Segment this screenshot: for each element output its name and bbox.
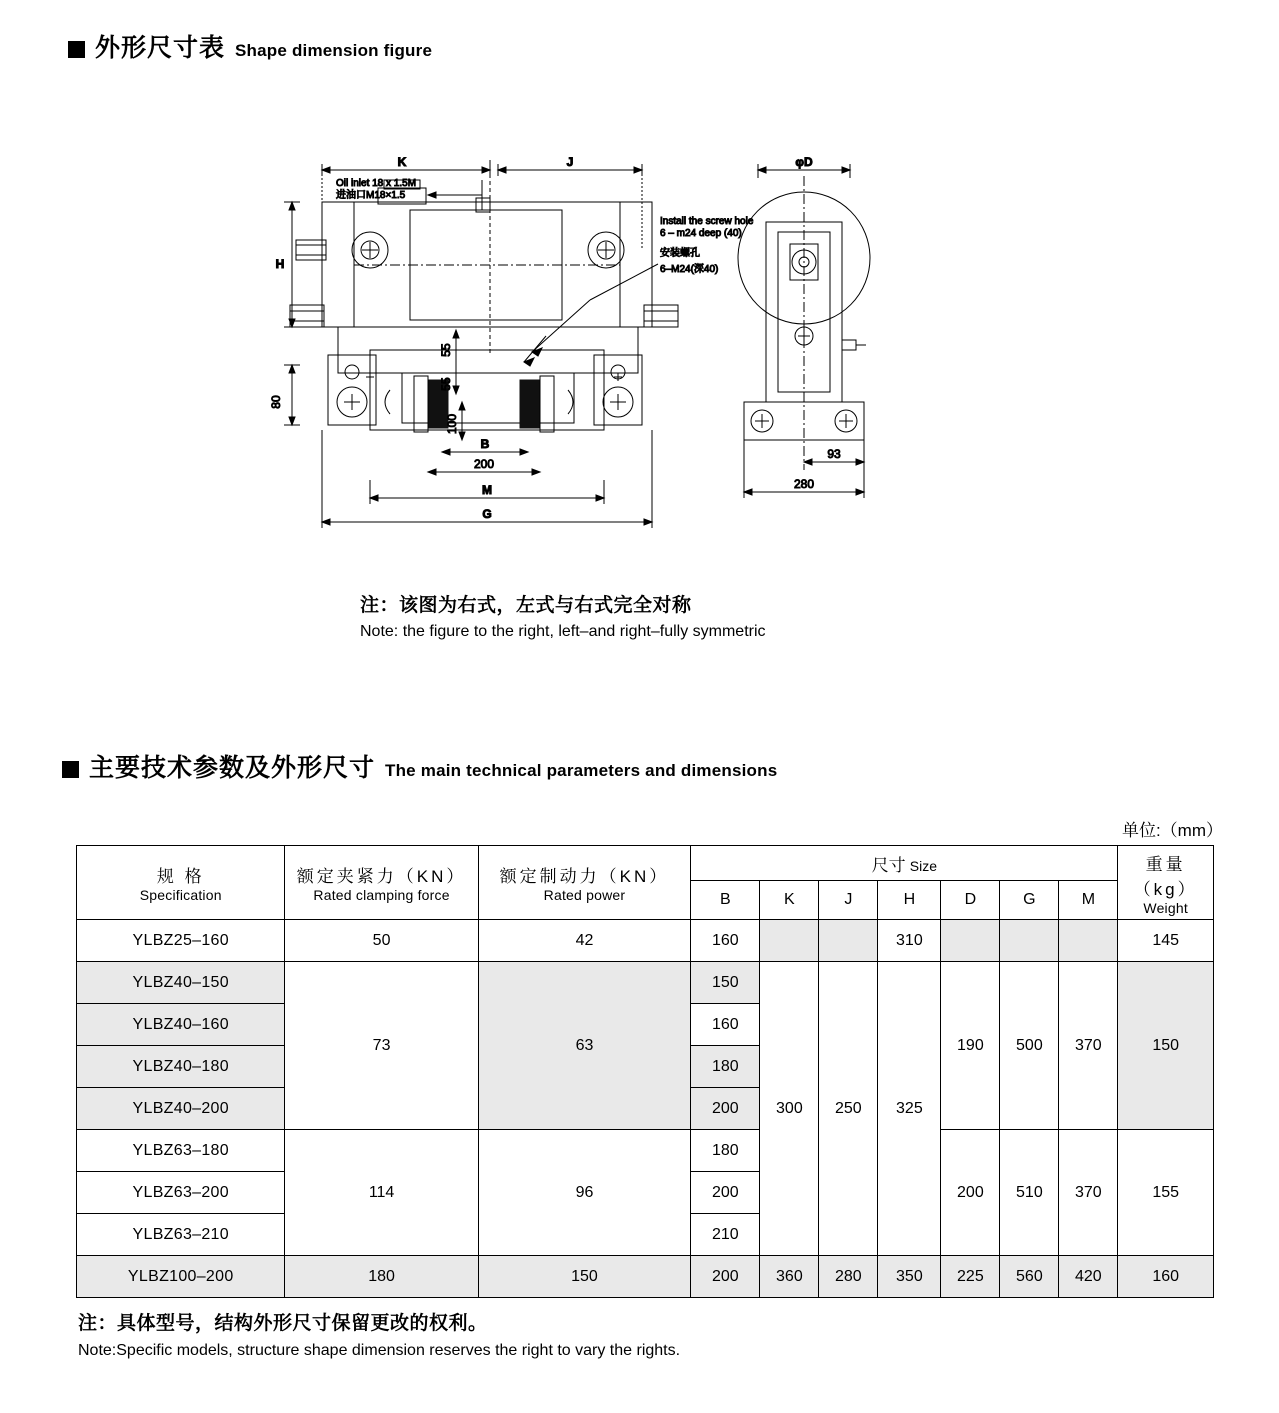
cell-model: YLBZ100–200 bbox=[77, 1256, 285, 1298]
cell-clamping-force: 114 bbox=[285, 1130, 478, 1256]
header-size-j: J bbox=[819, 881, 878, 920]
bullet-square-icon bbox=[62, 761, 79, 778]
table-row bbox=[77, 1256, 1214, 1298]
header-weight-cn: 重量（kg） bbox=[1133, 854, 1198, 899]
cell-model: YLBZ63–180 bbox=[77, 1130, 285, 1172]
header-size-k: K bbox=[760, 881, 819, 920]
svg-text:G: G bbox=[482, 507, 492, 521]
cell-size-b: 200 bbox=[691, 1172, 760, 1214]
cell-size-b: 160 bbox=[691, 1004, 760, 1046]
header-clamping-force-cn: 额定夹紧力（KN） bbox=[296, 867, 467, 886]
header-rated-power bbox=[478, 846, 691, 920]
table-header-row-1 bbox=[77, 846, 1214, 881]
svg-text:B: B bbox=[480, 437, 490, 451]
cell-size-g: 560 bbox=[1000, 1256, 1059, 1298]
header-size-m: M bbox=[1059, 881, 1118, 920]
cell-size-d bbox=[941, 920, 1000, 962]
cell-size-d: 190 bbox=[941, 962, 1000, 1130]
technical-parameters-heading bbox=[62, 748, 777, 784]
cell-rated-power: 150 bbox=[478, 1256, 691, 1298]
cell-model: YLBZ63–210 bbox=[77, 1214, 285, 1256]
header-size-b: B bbox=[691, 881, 760, 920]
svg-text:93: 93 bbox=[827, 447, 841, 461]
cell-rated-power: 96 bbox=[478, 1130, 691, 1256]
drawing-note bbox=[360, 592, 766, 643]
cell-size-m bbox=[1059, 920, 1118, 962]
cell-size-d: 225 bbox=[941, 1256, 1000, 1298]
header-specification-cn: 规 格 bbox=[156, 867, 205, 886]
cell-size-k: 360 bbox=[760, 1256, 819, 1298]
cell-size-k: 300 bbox=[760, 962, 819, 1256]
specification-table bbox=[76, 845, 1214, 1298]
cell-weight: 150 bbox=[1118, 962, 1214, 1130]
header-clamping-force-en: Rated clamping force bbox=[313, 887, 450, 903]
cell-size-j: 250 bbox=[819, 962, 878, 1256]
cell-model: YLBZ40–160 bbox=[77, 1004, 285, 1046]
cell-rated-power: 63 bbox=[478, 962, 691, 1130]
header-size-en: Size bbox=[909, 857, 937, 874]
cell-model: YLBZ40–200 bbox=[77, 1088, 285, 1130]
svg-text:Oil inlet 18 x 1.5M: Oil inlet 18 x 1.5M bbox=[336, 178, 417, 189]
cell-size-h: 350 bbox=[878, 1256, 941, 1298]
cell-model: YLBZ25–160 bbox=[77, 920, 285, 962]
shape-heading-cn: 外形尺寸表 bbox=[95, 34, 226, 62]
bottom-note-cn: 注：具体型号，结构外形尺寸保留更改的权利。 bbox=[78, 1313, 488, 1334]
cell-size-d: 200 bbox=[941, 1130, 1000, 1256]
svg-text:进油口M18×1.5: 进油口M18×1.5 bbox=[336, 190, 406, 201]
svg-text:6 – m24 deep (40): 6 – m24 deep (40) bbox=[660, 228, 742, 239]
cell-weight: 155 bbox=[1118, 1130, 1214, 1256]
header-weight bbox=[1118, 846, 1214, 920]
cell-clamping-force: 73 bbox=[285, 962, 478, 1130]
cell-clamping-force: 180 bbox=[285, 1256, 478, 1298]
cell-size-k bbox=[760, 920, 819, 962]
cell-size-b: 200 bbox=[691, 1256, 760, 1298]
header-rated-power-cn: 额定制动力（KN） bbox=[499, 867, 670, 886]
svg-text:55: 55 bbox=[439, 343, 453, 357]
cell-size-h: 310 bbox=[878, 920, 941, 962]
unit-label: 单位:（mm） bbox=[1121, 821, 1223, 840]
table-row bbox=[77, 920, 1214, 962]
cell-model: YLBZ63–200 bbox=[77, 1172, 285, 1214]
table-row bbox=[77, 962, 1214, 1004]
bullet-square-icon bbox=[68, 41, 85, 58]
svg-text:280: 280 bbox=[793, 477, 815, 491]
bottom-note-en: Note:Specific models, structure shape dimension reserves the right to vary the rights. bbox=[78, 1341, 681, 1359]
cell-model: YLBZ40–150 bbox=[77, 962, 285, 1004]
header-size-d: D bbox=[941, 881, 1000, 920]
svg-text:H: H bbox=[275, 257, 285, 271]
cell-rated-power: 42 bbox=[478, 920, 691, 962]
shape-dimension-drawing bbox=[250, 140, 950, 570]
cell-size-m: 370 bbox=[1059, 1130, 1118, 1256]
svg-text:M: M bbox=[482, 483, 492, 497]
svg-text:80: 80 bbox=[269, 395, 283, 409]
header-specification bbox=[77, 846, 285, 920]
svg-text:J: J bbox=[566, 155, 574, 169]
header-size-cn: 尺寸 bbox=[871, 855, 906, 875]
svg-text:100: 100 bbox=[445, 413, 459, 435]
svg-text:K: K bbox=[397, 155, 407, 169]
cell-size-b: 150 bbox=[691, 962, 760, 1004]
header-rated-power-en: Rated power bbox=[543, 887, 626, 903]
svg-text:55: 55 bbox=[439, 377, 453, 391]
svg-text:200: 200 bbox=[473, 457, 495, 471]
header-size-g: G bbox=[1000, 881, 1059, 920]
cell-size-b: 200 bbox=[691, 1088, 760, 1130]
cell-size-g: 500 bbox=[1000, 962, 1059, 1130]
params-heading-en: The main technical parameters and dimensions bbox=[385, 761, 778, 780]
cell-size-h: 325 bbox=[878, 962, 941, 1256]
cell-size-m: 370 bbox=[1059, 962, 1118, 1130]
drawing-note-cn: 注：该图为右式，左式与右式完全对称 bbox=[360, 595, 692, 616]
cell-model: YLBZ40–180 bbox=[77, 1046, 285, 1088]
cell-size-j bbox=[819, 920, 878, 962]
shape-dimension-heading bbox=[68, 28, 432, 64]
svg-text:Install the screw hole: Install the screw hole bbox=[660, 216, 754, 227]
svg-text:φD: φD bbox=[795, 155, 813, 169]
params-heading-cn: 主要技术参数及外形尺寸 bbox=[89, 754, 376, 782]
svg-text:6–M24(深40): 6–M24(深40) bbox=[660, 264, 719, 275]
cell-size-b: 210 bbox=[691, 1214, 760, 1256]
header-specification-en: Specification bbox=[139, 887, 222, 903]
header-clamping-force bbox=[285, 846, 478, 920]
bottom-note bbox=[78, 1310, 680, 1363]
shape-heading-en: Shape dimension figure bbox=[235, 41, 433, 60]
cell-size-g: 510 bbox=[1000, 1130, 1059, 1256]
svg-text:安装螺孔: 安装螺孔 bbox=[660, 248, 700, 259]
header-size-h: H bbox=[878, 881, 941, 920]
cell-size-b: 160 bbox=[691, 920, 760, 962]
header-size-group bbox=[691, 846, 1118, 881]
cell-weight: 160 bbox=[1118, 1256, 1214, 1298]
specification-table-container bbox=[76, 845, 1214, 1298]
cell-size-j: 280 bbox=[819, 1256, 878, 1298]
table-row bbox=[77, 1130, 1214, 1172]
cell-size-g bbox=[1000, 920, 1059, 962]
cell-size-b: 180 bbox=[691, 1046, 760, 1088]
cell-size-b: 180 bbox=[691, 1130, 760, 1172]
header-weight-en: Weight bbox=[1143, 899, 1188, 916]
cell-weight: 145 bbox=[1118, 920, 1214, 962]
cell-size-m: 420 bbox=[1059, 1256, 1118, 1298]
cell-clamping-force: 50 bbox=[285, 920, 478, 962]
drawing-note-en: Note: the figure to the right, left–and right–fully symmetric bbox=[360, 622, 766, 640]
